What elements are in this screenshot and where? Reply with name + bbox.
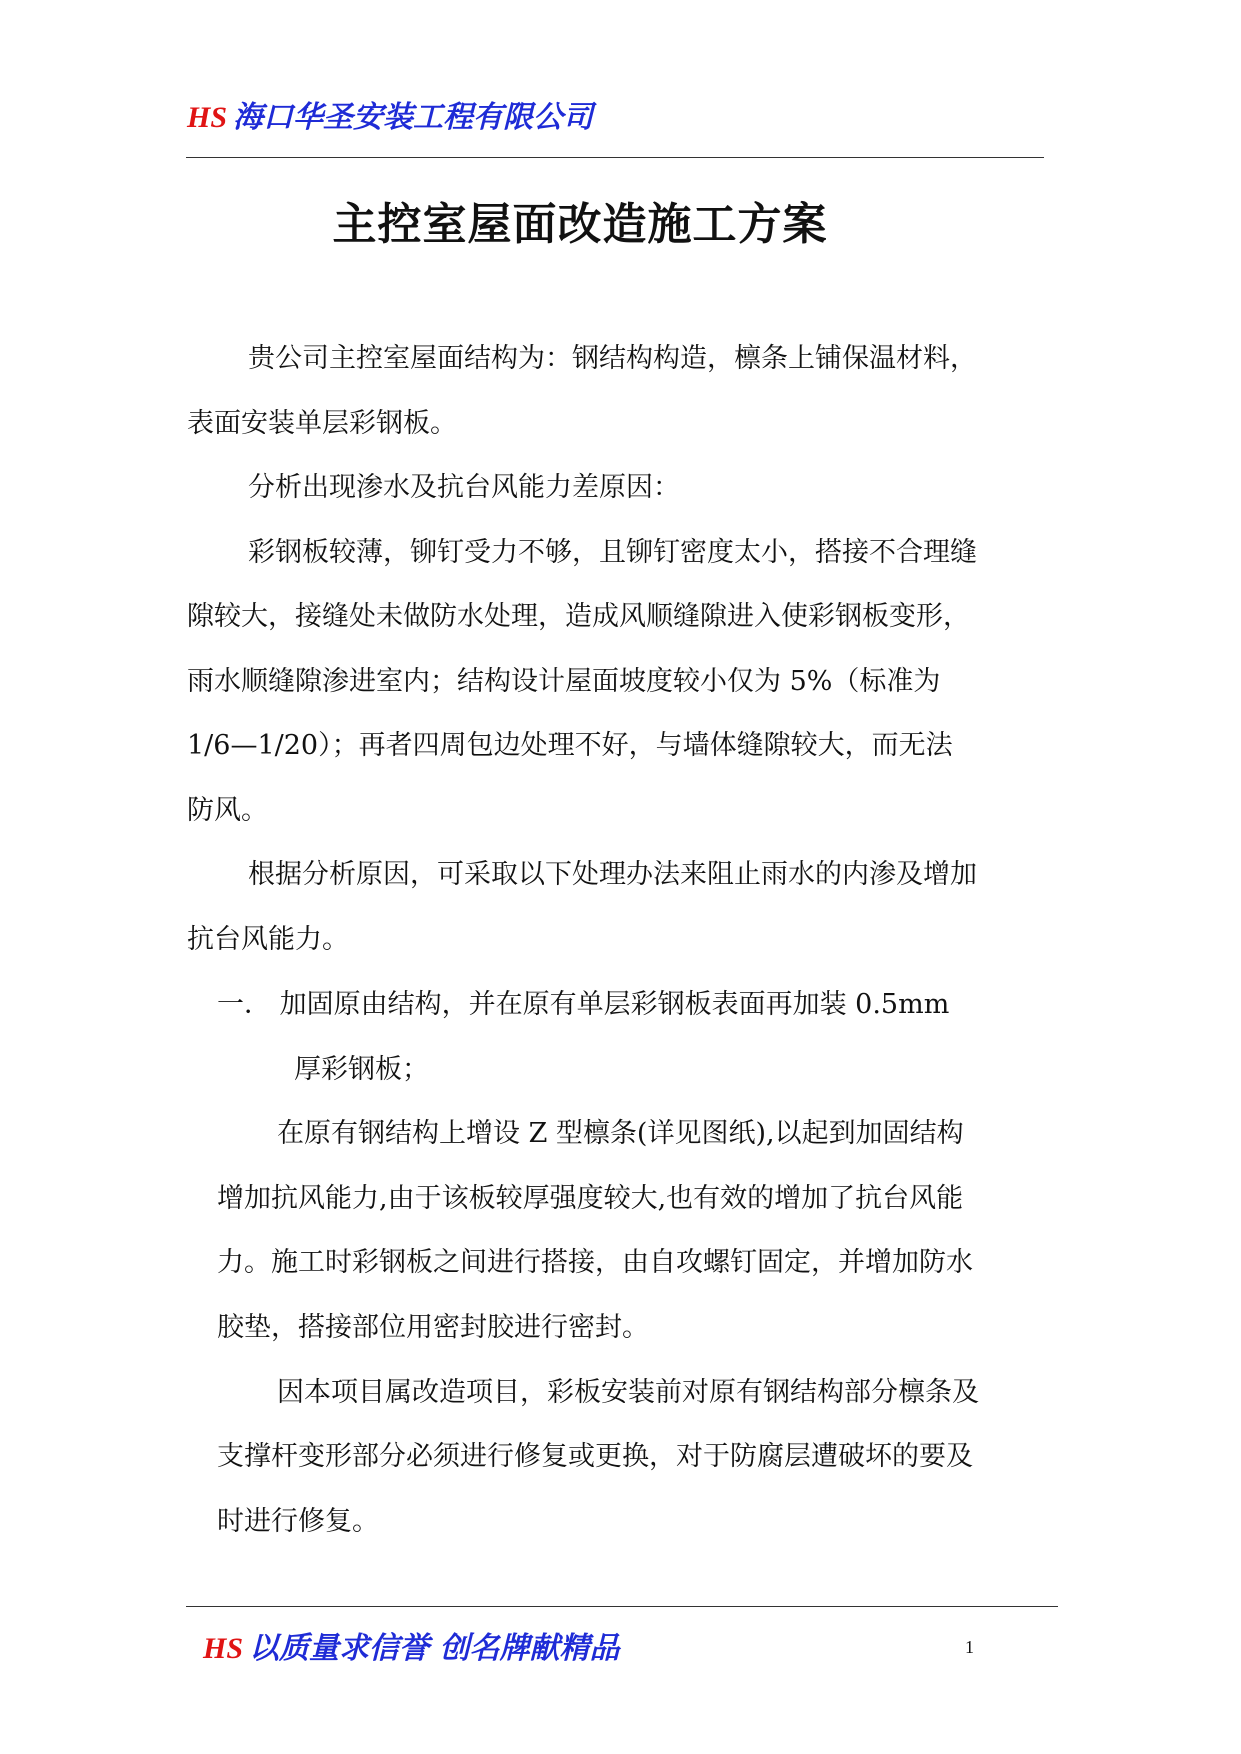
body-line: 防风。: [187, 795, 268, 826]
body-line: 贵公司主控室屋面结构为：钢结构构造，檩条上铺保温材料，: [248, 343, 977, 374]
body-line: 分析出现渗水及抗台风能力差原因：: [248, 472, 680, 503]
body-line: 根据分析原因，可采取以下处理办法来阻止雨水的内渗及增加: [248, 859, 977, 890]
body-line: 隙较大，接缝处未做防水处理，造成风顺缝隙进入使彩钢板变形，: [187, 601, 970, 632]
footer-brand: HS: [203, 1632, 244, 1665]
page-number: 1: [965, 1637, 974, 1657]
body-line: 增加抗风能力,由于该板较厚强度较大,也有效的增加了抗台风能: [217, 1183, 964, 1214]
body-line: 彩钢板较薄，铆钉受力不够，且铆钉密度太小，搭接不合理缝: [248, 537, 977, 568]
page-header: [187, 92, 593, 136]
header-brand: HS: [187, 101, 228, 134]
body-line: 厚彩钢板；: [294, 1054, 429, 1085]
body-line: 时进行修复。: [217, 1506, 379, 1537]
body-line: 1/6—1/20）；再者四周包边处理不好，与墙体缝隙较大，而无法: [187, 730, 953, 761]
body-line: 雨水顺缝隙渗进室内；结构设计屋面坡度较小仅为 5%（标准为: [187, 666, 941, 697]
document-title: 主控室屋面改造施工方案: [332, 199, 828, 250]
body-line: 因本项目属改造项目，彩板安装前对原有钢结构部分檩条及: [277, 1377, 979, 1408]
body-line: 在原有钢结构上增设 Z 型檩条(详见图纸),以起到加固结构: [277, 1118, 964, 1149]
body-line: 胶垫，搭接部位用密封胶进行密封。: [217, 1312, 649, 1343]
body-line: 表面安装单层彩钢板。: [187, 408, 457, 439]
footer-slogan: 以质量求信誉 创名牌献精品: [249, 1631, 620, 1666]
body-line: 支撑杆变形部分必须进行修复或更换，对于防腐层遭破坏的要及: [217, 1441, 973, 1472]
footer-rule: [186, 1606, 1058, 1607]
header-company-name: 海口华圣安装工程有限公司: [233, 100, 594, 135]
header-rule: [186, 157, 1044, 158]
body-line: 一． 加固原由结构，并在原有单层彩钢板表面再加装 0.5mm: [217, 989, 950, 1020]
page-footer: [203, 1623, 619, 1667]
body-line: 抗台风能力。: [187, 924, 349, 955]
body-line: 力。施工时彩钢板之间进行搭接，由自攻螺钉固定，并增加防水: [217, 1247, 973, 1278]
